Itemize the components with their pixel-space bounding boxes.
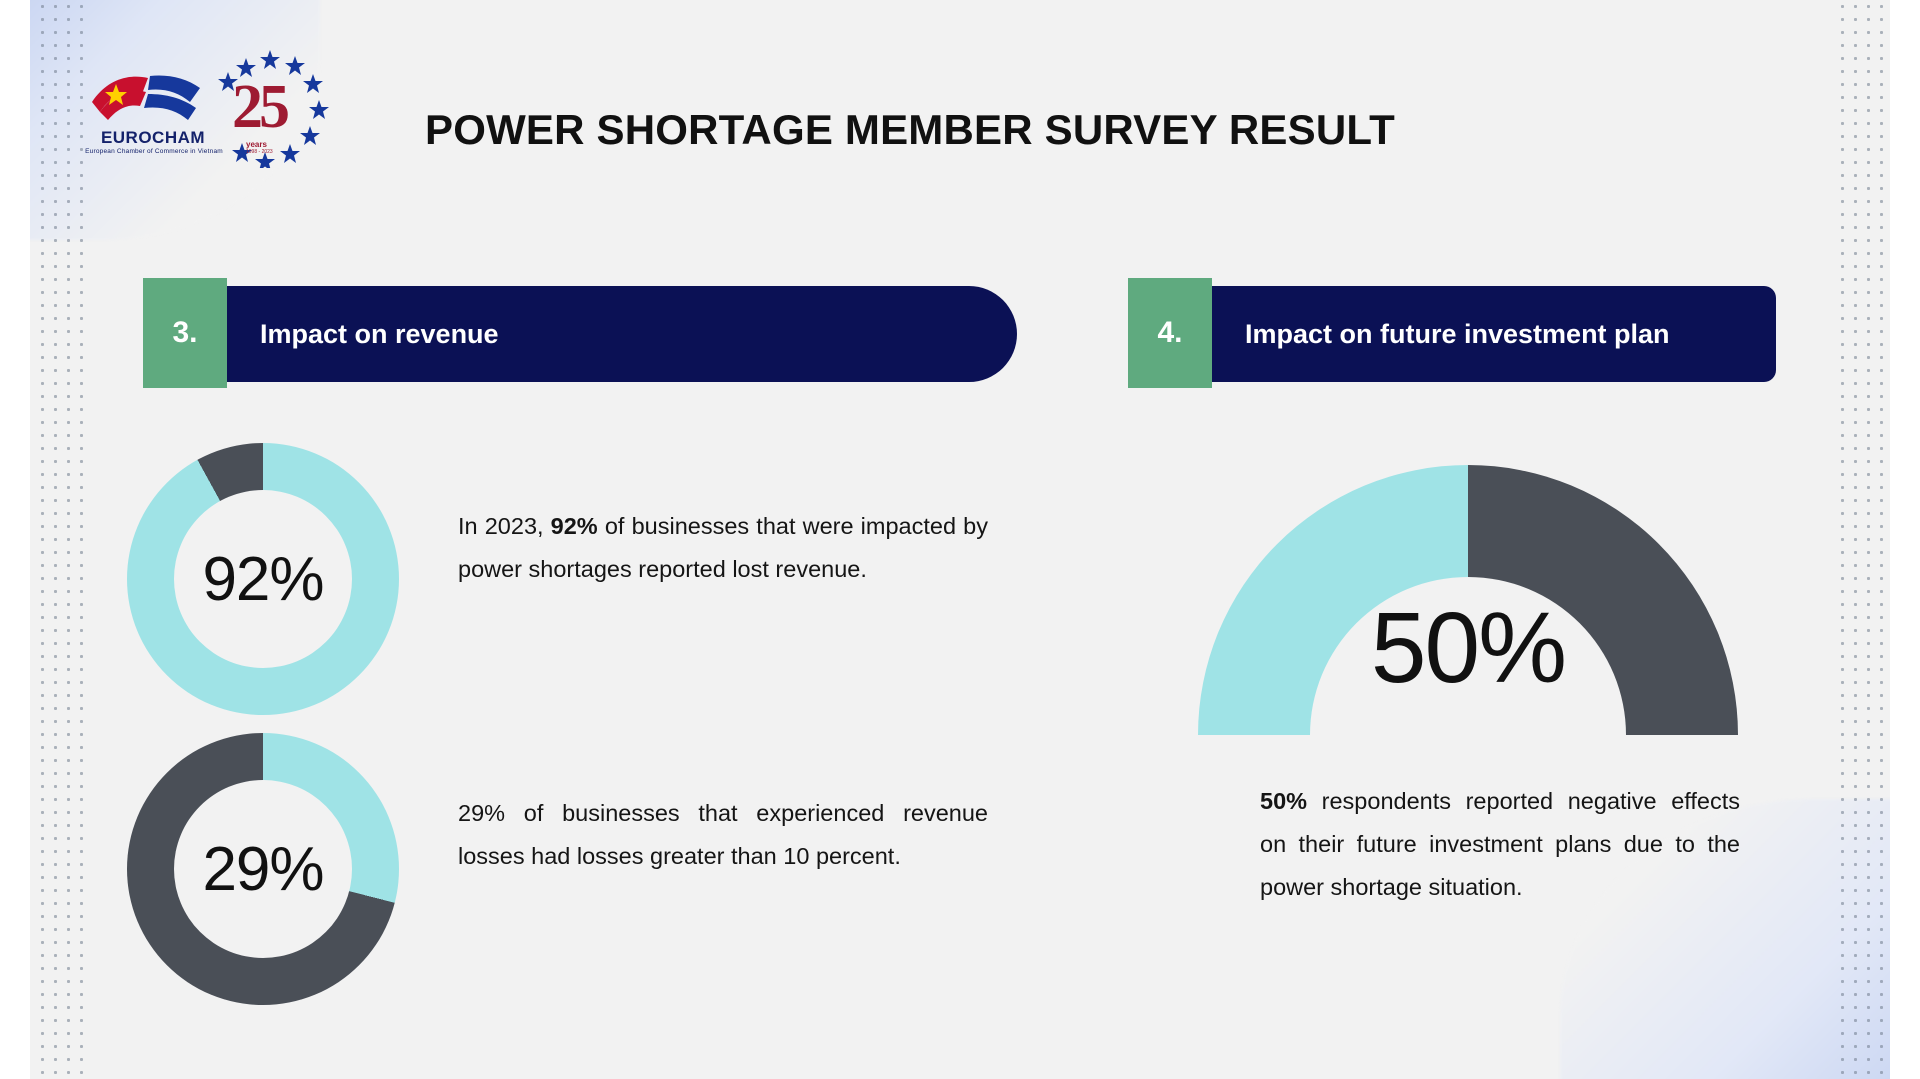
anniversary-label: years 1998 - 2023 bbox=[246, 140, 273, 155]
donut-hole-92 bbox=[174, 490, 352, 668]
semicircle-gauge-50-percent bbox=[1198, 465, 1738, 735]
anniversary-badge bbox=[210, 48, 330, 168]
eurocham-logo bbox=[82, 30, 332, 170]
section-number-4: 4. bbox=[1128, 278, 1212, 388]
donut-hole-29 bbox=[174, 780, 352, 958]
donut-chart-92-percent bbox=[127, 443, 399, 715]
anniversary-number: 25 bbox=[232, 73, 286, 141]
donut-value-92: 92% bbox=[202, 544, 324, 614]
section-title-3: Impact on revenue bbox=[227, 286, 1017, 382]
dot-pattern-right bbox=[1836, 0, 1884, 1079]
description-revenue-loss-over-10: 29% of businesses that experienced revenue losses had losses greater than 10 percent. bbox=[458, 800, 988, 869]
description-revenue-lost: In 2023, 92% of businesses that were impacted by power shortages reported lost revenue. bbox=[458, 513, 988, 582]
flag-mark-icon bbox=[90, 72, 202, 124]
left-white-margin bbox=[0, 0, 30, 1079]
section-header-impact-on-revenue bbox=[143, 278, 873, 388]
dot-pattern-left bbox=[36, 0, 84, 1079]
section-title-4: Impact on future investment plan bbox=[1212, 286, 1776, 382]
page-title: POWER SHORTAGE MEMBER SURVEY RESULT bbox=[425, 106, 1395, 153]
logo-subtitle: European Chamber of Commerce in Vietnam bbox=[85, 148, 223, 155]
right-white-margin bbox=[1890, 0, 1920, 1079]
section-number-3: 3. bbox=[143, 278, 227, 388]
section-header-impact-on-future-investment-plan bbox=[1128, 278, 1788, 388]
gauge-value-50: 50% bbox=[1370, 592, 1566, 704]
donut-chart-29-percent bbox=[127, 733, 399, 1005]
donut-value-29: 29% bbox=[202, 834, 324, 904]
logo-wordmark: EUROCHAM bbox=[100, 128, 206, 147]
description-investment-plan: 50% respondents reported negative effects on their future investment plans due to the power shortage situation. bbox=[1260, 788, 1740, 900]
